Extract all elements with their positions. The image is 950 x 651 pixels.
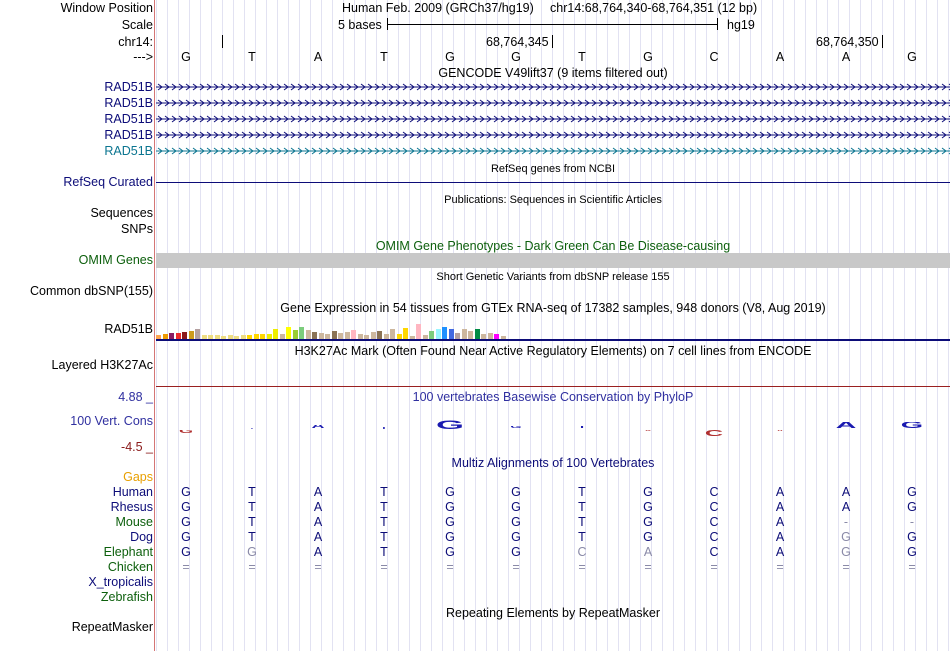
multiz-base: A [313,485,323,499]
dbsnp-track-title: Short Genetic Variants from dbSNP release 155 [436,271,670,283]
multiz-base: - [909,515,915,529]
multiz-base: A [841,500,851,514]
gencode-item-label[interactable]: RAD51B [104,112,153,126]
multiz-base: T [380,515,388,529]
multiz-species-label[interactable]: X_tropicalis [88,575,153,589]
gtex-tissue-bar[interactable] [195,329,200,339]
phylop-logo-letter[interactable]: A [777,430,783,432]
multiz-base: C [709,515,719,529]
phylop-logo-letter[interactable]: A [311,425,325,430]
phylop-track-label[interactable]: 100 Vert. Cons [70,414,153,428]
window-position-label: Window Position [60,1,153,15]
multiz-base: = [512,560,520,574]
multiz-base: C [577,545,587,559]
gencode-item-label[interactable]: RAD51B [104,144,153,158]
phylop-logo-letter[interactable]: T [380,427,388,430]
gtex-tissue-bar[interactable] [182,332,187,339]
multiz-base: T [578,515,586,529]
dna-base: G [907,50,917,64]
ruler-tick-label-2: 68,764,350 [816,35,879,49]
transcript-feature[interactable] [156,128,950,142]
phylop-logo-letter[interactable]: A [835,422,857,430]
multiz-base: T [380,500,388,514]
gtex-tissue-bar[interactable] [416,324,421,339]
phylop-logo-letter[interactable]: G [900,422,924,430]
multiz-base: G [907,485,917,499]
gtex-tissue-bar[interactable] [468,331,473,339]
multiz-base: = [842,560,850,574]
ruler-tick [222,35,223,48]
multiz-base: G [841,530,851,544]
repeatmasker-track-label[interactable]: RepeatMasker [71,620,153,634]
gtex-track-label[interactable]: RAD51B [104,322,153,336]
multiz-base: G [247,545,257,559]
dna-base: G [511,50,521,64]
dna-base: T [380,50,388,64]
multiz-species-label[interactable]: Mouse [115,515,153,529]
multiz-base: = [314,560,322,574]
multiz-base: G [511,530,521,544]
h3k27ac-track-title: H3K27Ac Mark (Often Found Near Active Regulatory Elements) on 7 cell lines from ENCODE [294,344,812,358]
gtex-tissue-bar[interactable] [286,327,291,339]
gtex-tissue-bar[interactable] [345,332,350,339]
multiz-base: G [511,485,521,499]
phylop-logo-letter[interactable]: G [435,420,465,430]
multiz-base: = [182,560,190,574]
repeatmasker-track-title: Repeating Elements by RepeatMasker [445,606,660,620]
publications-label[interactable]: Sequences [90,206,153,220]
refseq-track-label[interactable]: RefSeq Curated [63,175,153,189]
transcript-feature[interactable] [156,96,950,110]
publications-snps-label[interactable]: SNPs [121,222,153,236]
multiz-base: = [578,560,586,574]
multiz-base: = [908,560,916,574]
multiz-species-label[interactable]: Elephant [103,545,153,559]
refseq-track-title: RefSeq genes from NCBI [490,163,616,175]
phylop-min-label: -4.5 _ [121,440,153,454]
multiz-base: T [578,530,586,544]
multiz-base: G [445,530,455,544]
gtex-gene-line[interactable] [156,339,950,341]
omim-feature-bar[interactable] [156,253,950,268]
chrom-label: chr14: [118,35,153,49]
gtex-tissue-bar[interactable] [306,330,311,339]
multiz-base: A [313,545,323,559]
multiz-base: T [248,500,256,514]
multiz-base: T [380,485,388,499]
multiz-base: A [313,500,323,514]
assembly-text: Human Feb. 2009 (GRCh37/hg19) [342,1,534,15]
omim-track-label[interactable]: OMIM Genes [78,253,153,267]
h3k27ac-baseline [156,386,950,387]
multiz-base: T [248,515,256,529]
multiz-base: T [578,500,586,514]
scale-label: Scale [121,18,153,32]
dna-base: A [775,50,785,64]
multiz-species-label[interactable]: Chicken [107,560,153,574]
phylop-max-label: 4.88 _ [118,390,153,404]
gencode-track-title: GENCODE V49lift37 (9 items filtered out) [438,66,668,80]
gtex-tissue-bars[interactable] [156,318,950,339]
multiz-base: A [313,515,323,529]
multiz-base: - [843,515,849,529]
gtex-tissue-bar[interactable] [475,329,480,339]
multiz-base: G [181,515,191,529]
multiz-base: A [775,530,785,544]
multiz-base: G [643,500,653,514]
gencode-item-label[interactable]: RAD51B [104,80,153,94]
multiz-base: G [181,530,191,544]
dbsnp-track-label[interactable]: Common dbSNP(155) [30,284,153,298]
multiz-base: A [775,545,785,559]
multiz-base: G [511,500,521,514]
gtex-tissue-bar[interactable] [299,327,304,339]
multiz-base: A [775,515,785,529]
gtex-tissue-bar[interactable] [351,330,356,339]
gtex-tissue-bar[interactable] [371,332,376,339]
multiz-base: G [643,530,653,544]
multiz-species-label[interactable]: Dog [130,530,153,544]
gtex-tissue-bar[interactable] [377,331,382,339]
phylop-logo-letter[interactable]: C [704,430,724,437]
dna-base: G [445,50,455,64]
multiz-base: C [709,500,719,514]
multiz-base: G [511,515,521,529]
phylop-logo-letter[interactable]: G [510,426,522,430]
multiz-base: = [248,560,256,574]
multiz-base: G [181,500,191,514]
transcript-feature[interactable] [156,144,950,158]
gtex-tissue-bar[interactable] [390,329,395,339]
phylop-logo-letter[interactable]: T [249,428,255,430]
multiz-species-label[interactable]: Rhesus [110,500,153,514]
dna-base: A [313,50,323,64]
multiz-base: G [511,545,521,559]
gencode-item-label[interactable]: RAD51B [104,96,153,110]
transcript-feature[interactable] [156,112,950,126]
dna-base: A [841,50,851,64]
dna-base: T [578,50,586,64]
multiz-base: T [248,530,256,544]
multiz-base: A [775,485,785,499]
phylop-logos[interactable] [0,400,950,450]
phylop-track-title: 100 vertebrates Basewise Conservation by PhyloP [412,390,694,404]
strand-label: ---> [133,50,153,64]
gtex-tissue-bar[interactable] [449,329,454,339]
phylop-logo-letter[interactable]: G [645,430,651,432]
multiz-base: G [907,530,917,544]
multiz-base: G [445,515,455,529]
dna-base: G [181,50,191,64]
multiz-species-label[interactable]: Human [112,485,153,499]
multiz-base: A [643,545,653,559]
multiz-base: G [907,500,917,514]
multiz-base: G [841,545,851,559]
gtex-tissue-bar[interactable] [436,329,441,339]
multiz-base: G [181,545,191,559]
multiz-base: T [248,485,256,499]
dna-base: T [248,50,256,64]
ruler-tick-label-1: 68,764,345 [486,35,549,49]
multiz-base: C [709,485,719,499]
gtex-tissue-bar[interactable] [332,331,337,339]
multiz-base: = [644,560,652,574]
multiz-alignment [0,485,950,605]
scale-bar [387,24,718,25]
phylop-logo-letter[interactable]: G [178,430,193,435]
gencode-item-label[interactable]: RAD51B [104,128,153,142]
ruler-tick [882,35,883,48]
omim-track-title: OMIM Gene Phenotypes - Dark Green Can Be Disease-causing [375,239,731,253]
scale-db: hg19 [727,18,755,32]
multiz-base: C [709,530,719,544]
multiz-base: A [313,530,323,544]
gtex-tissue-bar[interactable] [462,329,467,339]
multiz-base: = [380,560,388,574]
scale-bar-right [717,18,718,30]
gtex-tissue-bar[interactable] [403,328,408,339]
gaps-label: Gaps [123,470,153,484]
transcript-feature[interactable] [156,80,950,94]
multiz-base: T [380,530,388,544]
dna-base: G [643,50,653,64]
multiz-base: G [445,485,455,499]
gtex-tissue-bar[interactable] [293,330,298,339]
multiz-base: = [776,560,784,574]
multiz-base: C [709,545,719,559]
gtex-tissue-bar[interactable] [273,329,278,339]
gtex-tissue-bar[interactable] [312,332,317,339]
multiz-base: G [445,500,455,514]
dna-base: C [709,50,719,64]
ruler-tick [552,35,553,48]
multiz-species-label[interactable]: Zebrafish [100,590,153,604]
scale-text: 5 bases [338,18,382,32]
multiz-base: G [181,485,191,499]
gtex-tissue-bar[interactable] [189,331,194,339]
gtex-tissue-bar[interactable] [442,327,447,339]
multiz-base: T [578,485,586,499]
multiz-base: G [643,485,653,499]
multiz-base: = [710,560,718,574]
position-text[interactable]: chr14:68,764,340-68,764,351 (12 bp) [550,1,758,15]
multiz-base: G [643,515,653,529]
multiz-base: T [380,545,388,559]
gtex-track-title: Gene Expression in 54 tissues from GTEx RNA-seq of 17382 samples, 948 donors (V8, Aug 2019) [280,301,826,315]
publications-track-title: Publications: Sequences in Scientific Articles [444,194,662,206]
multiz-base: G [445,545,455,559]
h3k27ac-track-label[interactable]: Layered H3K27Ac [51,358,153,372]
multiz-base: = [446,560,454,574]
multiz-base: G [907,545,917,559]
multiz-track-title: Multiz Alignments of 100 Vertebrates [451,456,655,470]
gtex-tissue-bar[interactable] [429,331,434,339]
multiz-base: A [775,500,785,514]
phylop-logo-letter[interactable]: T [577,426,587,430]
refseq-gene-line[interactable] [156,182,950,183]
multiz-base: A [841,485,851,499]
